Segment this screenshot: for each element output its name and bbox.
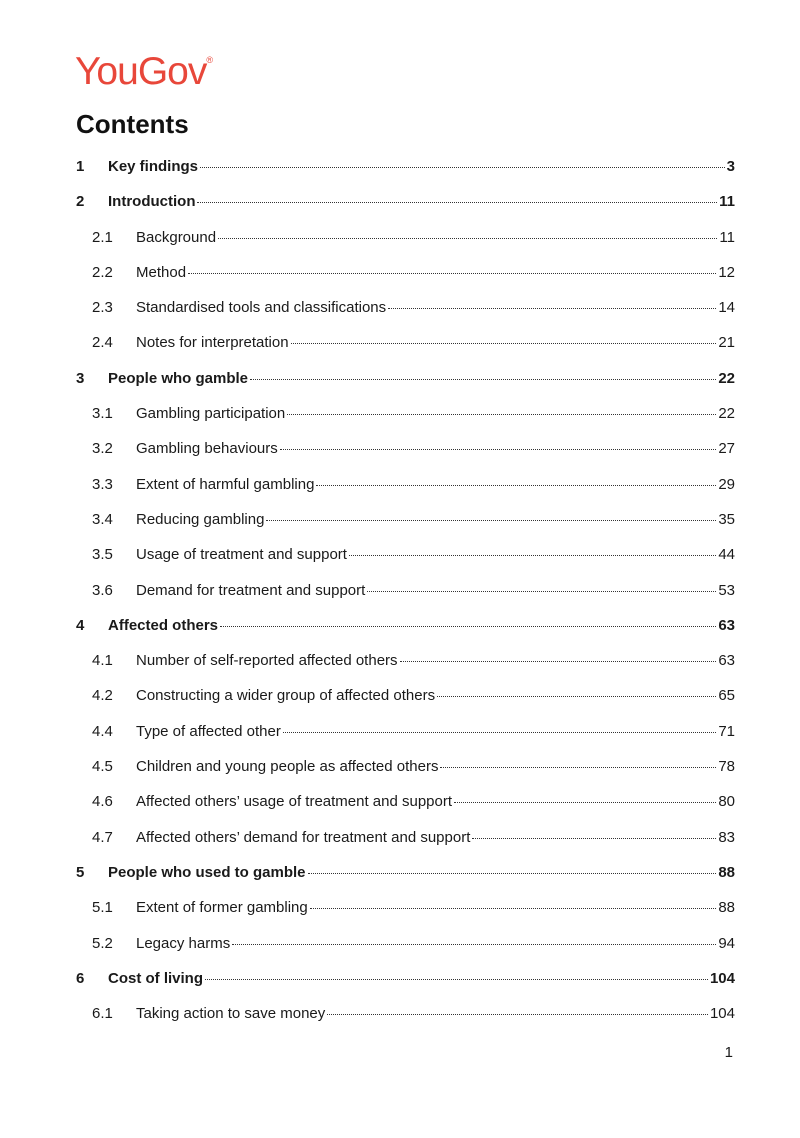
toc-section-entry[interactable] (76, 617, 735, 652)
toc-subsection-entry[interactable] (76, 546, 735, 581)
dot-leader (200, 167, 725, 168)
toc-section-entry[interactable] (76, 193, 735, 228)
toc-entry-number: 5.2 (92, 934, 113, 952)
toc-entry-number: 2.4 (92, 334, 113, 352)
dot-leader (280, 449, 717, 450)
table-of-contents (76, 158, 735, 1040)
toc-entry-page: 35 (718, 510, 735, 528)
toc-entry-number: 4 (76, 616, 85, 634)
toc-subsection-entry[interactable] (76, 935, 735, 970)
toc-entry-number: 6.1 (92, 1005, 113, 1023)
toc-entry-number: 2.2 (92, 263, 113, 281)
toc-subsection-entry[interactable] (76, 758, 735, 793)
toc-subsection-entry[interactable] (76, 723, 735, 758)
dot-leader (388, 308, 716, 309)
toc-entry-label: Affected others’ demand for treatment and support (136, 828, 471, 846)
toc-entry-page: 104 (709, 969, 735, 987)
toc-entry-page: 78 (718, 758, 735, 776)
toc-entry-label: Children and young people as affected others (136, 758, 439, 776)
toc-entry-page: 83 (718, 828, 735, 846)
dot-leader (454, 802, 716, 803)
toc-entry-label: People who used to gamble (108, 863, 306, 881)
toc-entry-page: 63 (718, 616, 735, 634)
toc-section-entry[interactable] (76, 158, 735, 193)
toc-entry-page: 3 (726, 158, 735, 175)
dot-leader (220, 626, 716, 627)
dot-leader (250, 379, 716, 380)
dot-leader (310, 908, 717, 909)
yougov-logo (75, 52, 213, 91)
toc-section-entry[interactable] (76, 864, 735, 899)
toc-subsection-entry[interactable] (76, 829, 735, 864)
toc-subsection-entry[interactable] (76, 899, 735, 934)
dot-leader (205, 979, 708, 980)
toc-entry-page: 22 (718, 369, 735, 387)
toc-entry-label: Affected others’ usage of treatment and support (136, 793, 453, 811)
toc-subsection-entry[interactable] (76, 264, 735, 299)
page-number: 1 (724, 1044, 733, 1061)
toc-section-entry[interactable] (76, 970, 735, 1005)
toc-subsection-entry[interactable] (76, 334, 735, 369)
toc-entry-page: 29 (718, 475, 735, 493)
toc-entry-number: 3.6 (92, 581, 113, 599)
toc-entry-page: 104 (709, 1005, 735, 1023)
toc-entry-page: 71 (718, 722, 735, 740)
toc-entry-page: 22 (718, 405, 735, 423)
toc-entry-number: 4.1 (92, 652, 113, 670)
dot-leader (400, 661, 717, 662)
toc-entry-label: Demand for treatment and support (136, 581, 366, 599)
toc-entry-page: 80 (718, 793, 735, 811)
dot-leader (316, 485, 716, 486)
toc-section-entry[interactable] (76, 370, 735, 405)
toc-subsection-entry[interactable] (76, 299, 735, 334)
toc-entry-number: 2 (76, 193, 85, 211)
toc-entry-label: Background (136, 228, 217, 246)
dot-leader (327, 1014, 708, 1015)
dot-leader (232, 944, 716, 945)
toc-entry-number: 4.2 (92, 687, 113, 705)
toc-entry-page: 12 (718, 263, 735, 281)
page-title: Contents (76, 109, 189, 139)
toc-entry-label: Type of affected other (136, 722, 281, 740)
toc-entry-page: 94 (718, 934, 735, 952)
dot-leader (197, 202, 717, 203)
toc-entry-label: Legacy harms (136, 934, 231, 952)
toc-entry-page: 21 (718, 334, 735, 352)
toc-subsection-entry[interactable] (76, 476, 735, 511)
toc-subsection-entry[interactable] (76, 511, 735, 546)
dot-leader (437, 696, 716, 697)
toc-subsection-entry[interactable] (76, 1005, 735, 1040)
toc-entry-label: Taking action to save money (136, 1005, 326, 1023)
toc-entry-label: Usage of treatment and support (136, 546, 347, 564)
toc-entry-number: 4.6 (92, 793, 113, 811)
dot-leader (440, 767, 716, 768)
dot-leader (349, 555, 716, 556)
toc-entry-number: 4.7 (92, 828, 113, 846)
toc-entry-label: Notes for interpretation (136, 334, 289, 352)
toc-entry-number: 3.4 (92, 510, 113, 528)
toc-subsection-entry[interactable] (76, 405, 735, 440)
toc-entry-page: 88 (718, 863, 735, 881)
toc-entry-number: 4.5 (92, 758, 113, 776)
dot-leader (472, 838, 716, 839)
toc-entry-label: Method (136, 263, 187, 281)
toc-subsection-entry[interactable] (76, 229, 735, 264)
toc-entry-page: 65 (718, 687, 735, 705)
toc-entry-number: 5.1 (92, 899, 113, 917)
toc-entry-label: Extent of harmful gambling (136, 475, 315, 493)
toc-entry-page: 14 (718, 299, 735, 317)
toc-entry-number: 2.1 (92, 228, 113, 246)
toc-entry-number: 3.3 (92, 475, 113, 493)
toc-entry-page: 63 (718, 652, 735, 670)
toc-entry-page: 27 (718, 440, 735, 458)
dot-leader (367, 591, 716, 592)
toc-entry-label: Key findings (108, 158, 199, 175)
toc-entry-label: Cost of living (108, 969, 203, 987)
toc-entry-page: 88 (718, 899, 735, 917)
toc-entry-label: Introduction (108, 193, 196, 211)
toc-entry-label: Number of self-reported affected others (136, 652, 398, 670)
toc-entry-label: Reducing gambling (136, 510, 265, 528)
toc-subsection-entry[interactable] (76, 793, 735, 828)
toc-entry-number: 3.5 (92, 546, 113, 564)
toc-subsection-entry[interactable] (76, 687, 735, 722)
logo-text: YouGov (75, 50, 207, 93)
toc-entry-number: 5 (76, 863, 85, 881)
dot-leader (266, 520, 716, 521)
toc-entry-label: Affected others (108, 616, 219, 634)
toc-entry-label: Standardised tools and classifications (136, 299, 387, 317)
toc-entry-number: 3.2 (92, 440, 113, 458)
toc-entry-label: Extent of former gambling (136, 899, 308, 917)
toc-subsection-entry[interactable] (76, 652, 735, 687)
toc-entry-label: People who gamble (108, 369, 249, 387)
toc-entry-label: Gambling participation (136, 405, 286, 423)
dot-leader (287, 414, 716, 415)
toc-entry-number: 3 (76, 369, 85, 387)
toc-subsection-entry[interactable] (76, 440, 735, 475)
toc-subsection-entry[interactable] (76, 582, 735, 617)
toc-entry-number: 3.1 (92, 405, 113, 423)
toc-entry-number: 2.3 (92, 299, 113, 317)
registered-mark: ® (206, 55, 213, 65)
toc-entry-page: 11 (719, 193, 735, 211)
toc-entry-page: 11 (719, 228, 735, 246)
toc-entry-number: 6 (76, 969, 85, 987)
dot-leader (188, 273, 716, 274)
toc-entry-label: Gambling behaviours (136, 440, 278, 458)
dot-leader (308, 873, 717, 874)
toc-entry-page: 44 (718, 546, 735, 564)
toc-entry-label: Constructing a wider group of affected others (136, 687, 436, 705)
dot-leader (218, 238, 717, 239)
toc-entry-number: 4.4 (92, 722, 113, 740)
toc-entry-page: 53 (718, 581, 735, 599)
dot-leader (291, 343, 717, 344)
toc-entry-number: 1 (76, 158, 85, 175)
dot-leader (283, 732, 716, 733)
